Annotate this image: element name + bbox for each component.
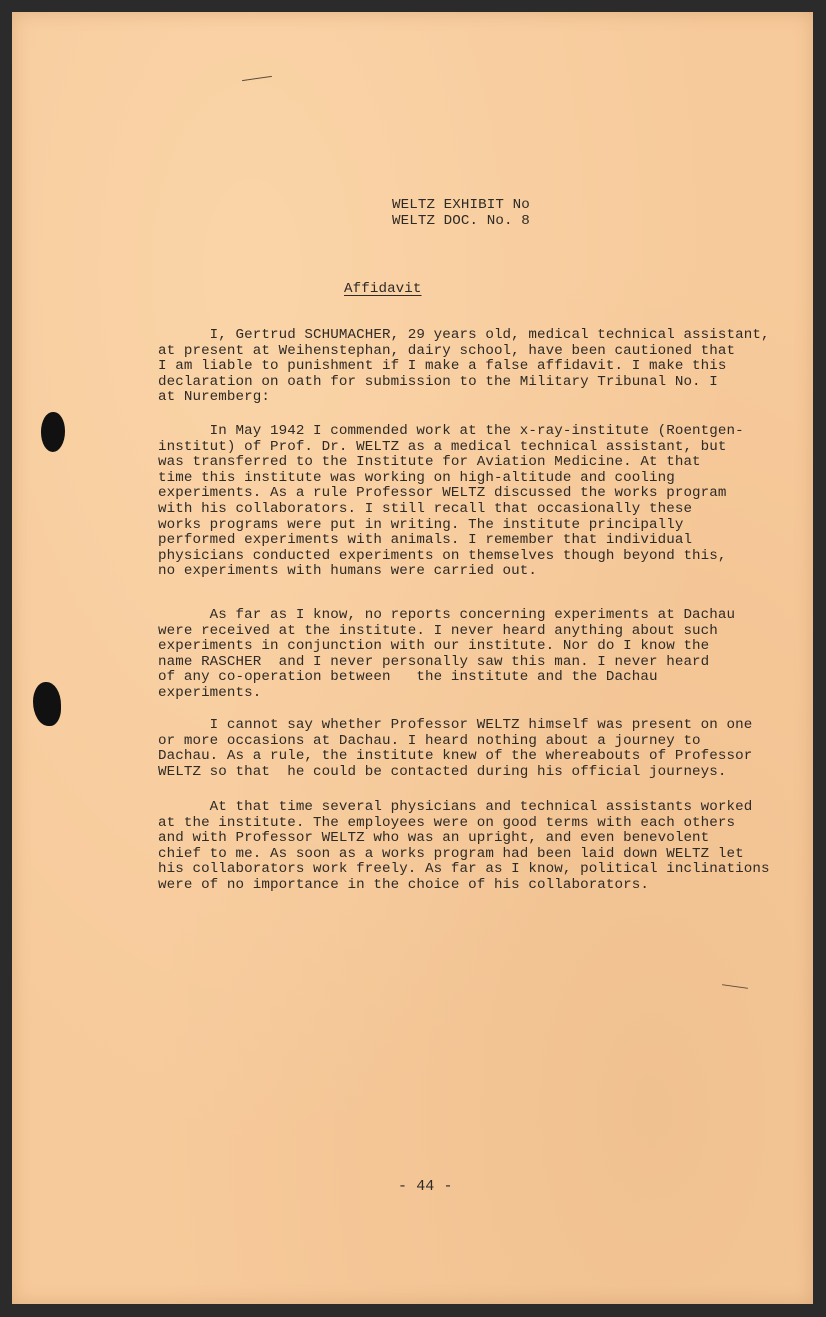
paragraph-declaration: I, Gertrud SCHUMACHER, 29 years old, medical technical assistant, at present at Weihenstephan, dairy school, have been cautioned that I am liable to punishment if I make a false affidavit. I make this declaration on oath for submission to the Military Tribunal No. I at Nuremberg:: [158, 327, 770, 406]
exhibit-line: WELTZ EXHIBIT No: [392, 197, 530, 213]
punch-hole: [33, 682, 61, 726]
paragraph-institute-staff: At that time several physicians and technical assistants worked at the institute. The employees were on good terms with each others and with Professor WELTZ who was an upright, and even benevolent chief to me. As soon as a works program had been laid down WELTZ let his collaborators work freely. As far as I know, political inclinations were of no importance in the choice of his collaborators.: [158, 799, 770, 893]
paragraph-dachau-reports: As far as I know, no reports concerning experiments at Dachau were received at the institute. I never heard anything about such experiments in conjunction with our institute. Nor do I know the name RASCHER and I never personally saw this man. I never heard of any co-operation between the institute and the Dachau experiments.: [158, 607, 736, 701]
stray-mark: [242, 76, 272, 81]
doc-number-line: WELTZ DOC. No. 8: [392, 213, 530, 229]
page-number: - 44 -: [398, 1178, 453, 1195]
stray-mark: [722, 984, 748, 989]
punch-hole: [41, 412, 65, 452]
document-title: Affidavit: [344, 281, 422, 297]
exhibit-header: [392, 197, 530, 229]
paragraph-employment: In May 1942 I commended work at the x-ray-institute (Roentgen- institut) of Prof. Dr. WELTZ as a medical technical assistant, but was transferred to the Institute for Aviation Medicine. At that time this institute was working on high-altitude and cooling experiments. As a rule Professor WELTZ discussed the works program with his collaborators. I still recall that occasionally these works programs were put in writing. The institute principally performed experiments with animals. I remember that individual physicians conducted experiments on themselves though beyond this, no experiments with humans were carried out.: [158, 423, 744, 580]
paragraph-weltz-presence: I cannot say whether Professor WELTZ himself was present on one or more occasions at Dachau. I heard nothing about a journey to Dachau. As a rule, the institute knew of the whereabouts of Professor WELTZ so that he could be contacted during his official journeys.: [158, 717, 753, 780]
document-page: [12, 12, 813, 1304]
